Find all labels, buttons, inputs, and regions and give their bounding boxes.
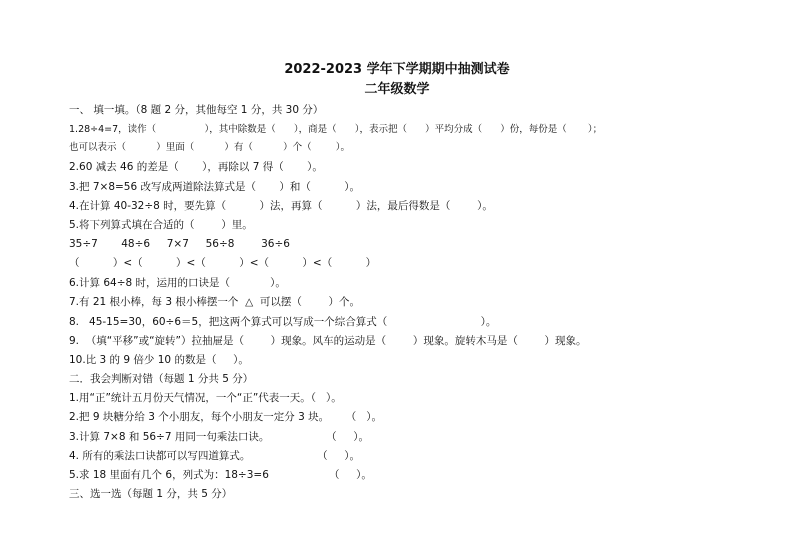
question-1-line-1: 1.28÷4=7，读作（ ），其中除数是（ ），商是（ ），表示把（ ）平均分成（ ）份，每份是（ ）； [69,124,603,135]
question-7: 7.有 21 根小棒，每 3 根小棒摆一个 △ 可以摆（ ）个。 [69,296,361,308]
question-5: 5.将下列算式填在合适的（ ）里。 [69,219,253,231]
section-3-heading: 三、选一选（每题 1 分，共 5 分） [69,488,233,500]
question-3: 3.把 7×8=56 改写成两道除法算式是（ ）和（ ）。 [69,181,360,193]
question-5-blanks: （ ）<（ ）<（ ）<（ ）<（ ） [69,257,377,269]
question-9: 9. （填“平移”或“旋转”）拉抽屉是（ ）现象。风车的运动是（ ）现象。旋转木马是（ ）现象。 [69,335,587,347]
exam-title: 2022-2023 学年下学期期中抽测试卷 [284,62,510,77]
judge-3: 3.计算 7×8 和 56÷7 用同一句乘法口诀。 （ ）。 [69,431,370,443]
question-2: 2.60 减去 46 的差是（ ），再除以 7 得（ ）。 [69,161,323,173]
question-10: 10.比 3 的 9 倍少 10 的数是（ ）。 [69,354,249,366]
question-5-expressions: 35÷7 48÷6 7×7 56÷8 36÷6 [69,238,290,250]
exam-subtitle: 二年级数学 [364,82,430,97]
section-2-heading: 二．我会判断对错（每题 1 分共 5 分） [69,373,254,385]
question-1-line-2: 也可以表示（ ）里面（ ）有（ ）个（ ）。 [69,142,351,153]
question-4: 4.在计算 40-32÷8 时，要先算（ ）法，再算（ ）法，最后得数是（ ）。 [69,200,493,212]
judge-2: 2.把 9 块糖分给 3 个小朋友，每个小朋友一定分 3 块。 （ ）。 [69,411,383,423]
judge-4: 4. 所有的乘法口诀都可以写四道算式。 （ ）。 [69,450,361,462]
question-8: 8. 45-15=30，60÷6＝5，把这两个算式可以写成一个综合算式（ ）。 [69,316,497,328]
judge-5: 5.求 18 里面有几个 6，列式为：18÷3=6 （ ）。 [69,469,372,481]
judge-1: 1.用“正”统计五月份天气情况，一个“正”代表一天。（ ）。 [69,392,342,404]
question-6: 6.计算 64÷8 时，运用的口诀是（ ）。 [69,277,286,289]
section-1-heading: 一、 填一填。（8 题 2 分，其他每空 1 分，共 30 分） [69,104,324,116]
